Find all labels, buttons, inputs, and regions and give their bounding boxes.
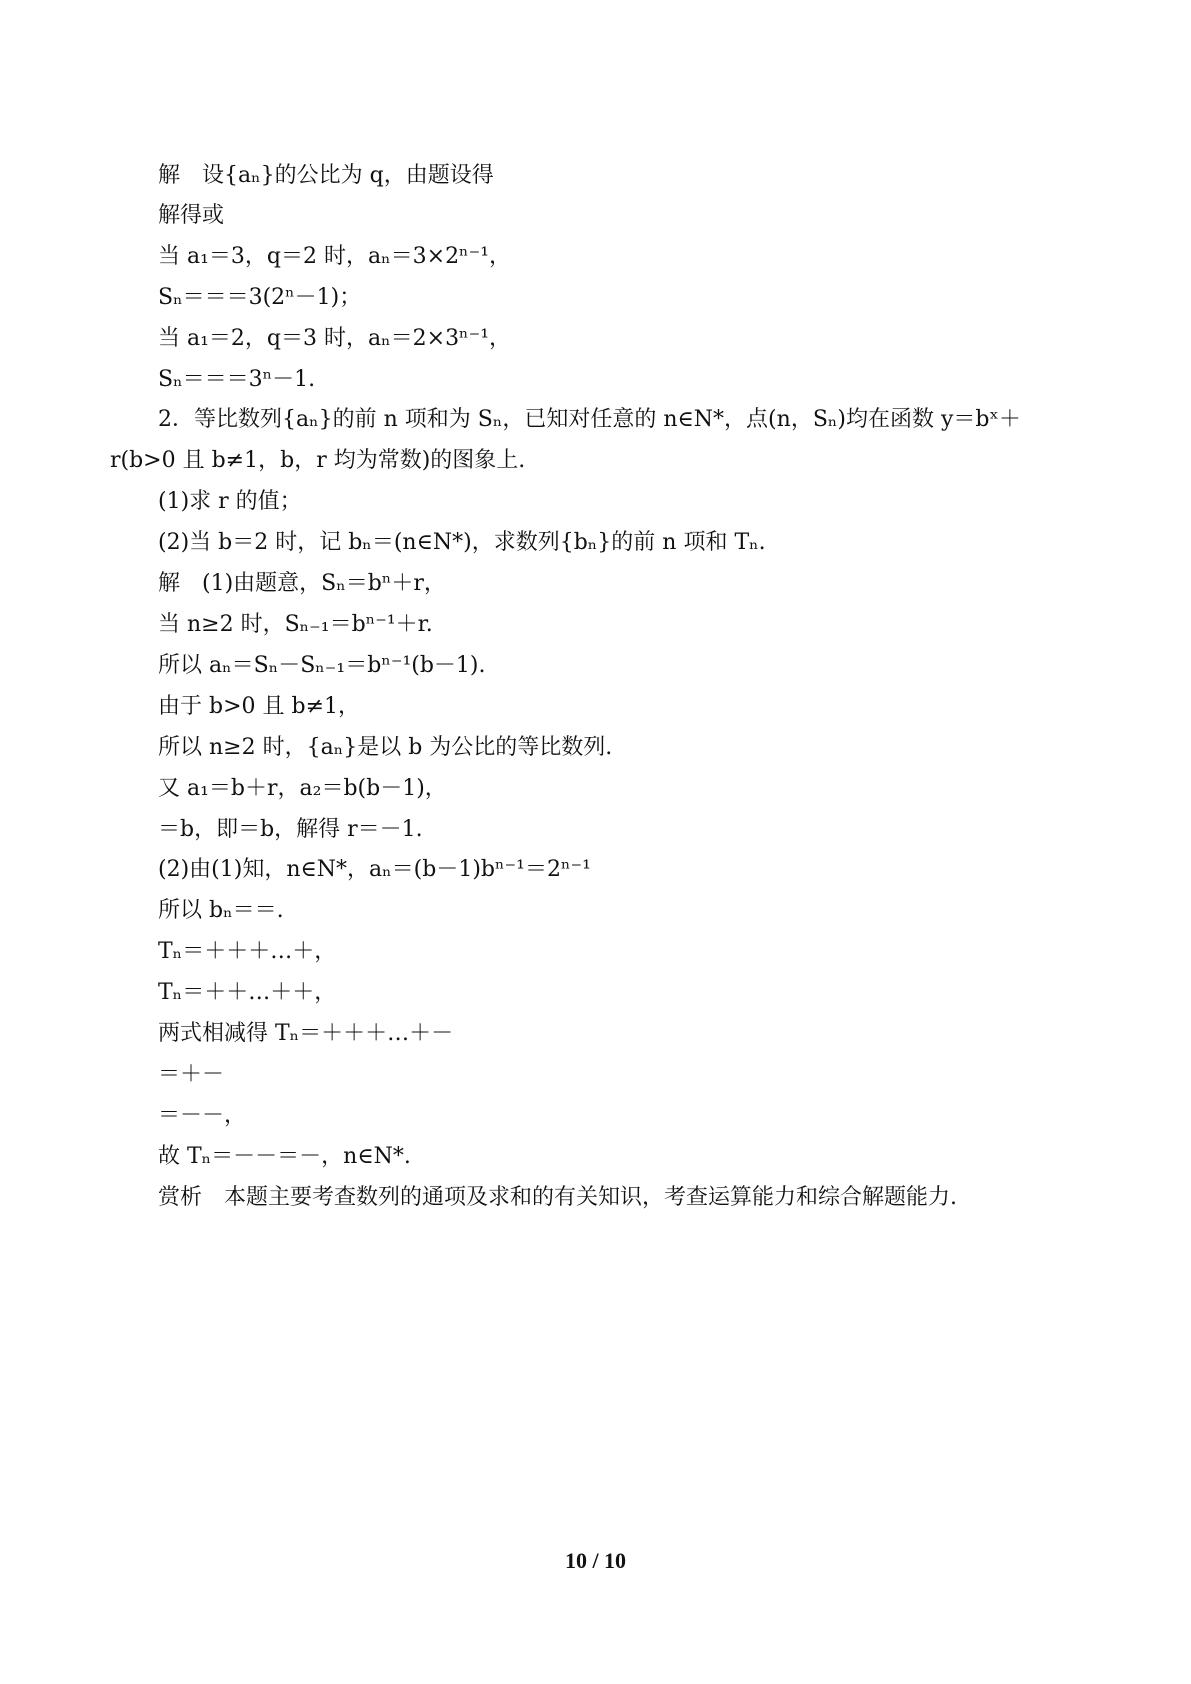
- text-line: 解得或: [158, 203, 225, 228]
- text-line: 解 (1)由题意，Sₙ＝bⁿ＋r，: [158, 571, 446, 596]
- text-line: 所以 aₙ＝Sₙ－Sₙ₋₁＝bⁿ⁻¹(b－1).: [158, 653, 486, 678]
- text-line: 解 设{aₙ}的公比为 q，由题设得: [158, 163, 494, 188]
- text-line: 由于 b>0 且 b≠1，: [158, 694, 361, 719]
- text-line: 所以 n≥2 时，{aₙ}是以 b 为公比的等比数列.: [158, 735, 613, 760]
- text-line: 故 Tₙ＝－－＝－，n∈N*.: [158, 1144, 411, 1169]
- text-line: Tₙ＝＋＋…＋＋，: [158, 980, 337, 1005]
- text-line: 当 n≥2 时，Sₙ₋₁＝bⁿ⁻¹＋r.: [158, 612, 433, 637]
- text-line: 当 a₁＝2，q＝3 时，aₙ＝2×3ⁿ⁻¹，: [158, 326, 512, 351]
- text-line: ＝－－，: [158, 1103, 247, 1128]
- text-line: 又 a₁＝b＋r，a₂＝b(b－1)，: [158, 776, 447, 801]
- text-line: (2)由(1)知，n∈N*，aₙ＝(b－1)bⁿ⁻¹＝2ⁿ⁻¹: [158, 857, 591, 882]
- text-line: Tₙ＝＋＋＋…＋，: [158, 939, 337, 964]
- text-line: ＝b，即＝b，解得 r＝－1.: [158, 817, 423, 842]
- text-line: (1)求 r 的值；: [158, 489, 302, 514]
- text-line: ＝＋－: [158, 1062, 225, 1087]
- text-line: 两式相减得 Tₙ＝＋＋＋…＋－: [158, 1021, 454, 1046]
- page-number: 10 / 10: [564, 1548, 627, 1573]
- text-line: 所以 bₙ＝＝.: [158, 898, 284, 923]
- text-line: 当 a₁＝3，q＝2 时，aₙ＝3×2ⁿ⁻¹，: [158, 244, 512, 269]
- text-line: Sₙ＝＝＝3(2ⁿ－1)；: [158, 285, 362, 310]
- text-line: (2)当 b＝2 时，记 bₙ＝(n∈N*)，求数列{bₙ}的前 n 项和 Tₙ.: [158, 530, 766, 555]
- analysis-line: 赏析 本题主要考查数列的通项及求和的有关知识，考查运算能力和综合解题能力.: [158, 1185, 957, 1210]
- problem-line-cont: r(b>0 且 b≠1，b，r 均为常数)的图象上.: [110, 448, 526, 473]
- text-line: Sₙ＝＝＝3ⁿ－1.: [158, 367, 316, 392]
- problem-line: 2．等比数列{aₙ}的前 n 项和为 Sₙ，已知对任意的 n∈N*，点(n，Sₙ)均在函数 y＝bˣ＋: [158, 407, 1021, 432]
